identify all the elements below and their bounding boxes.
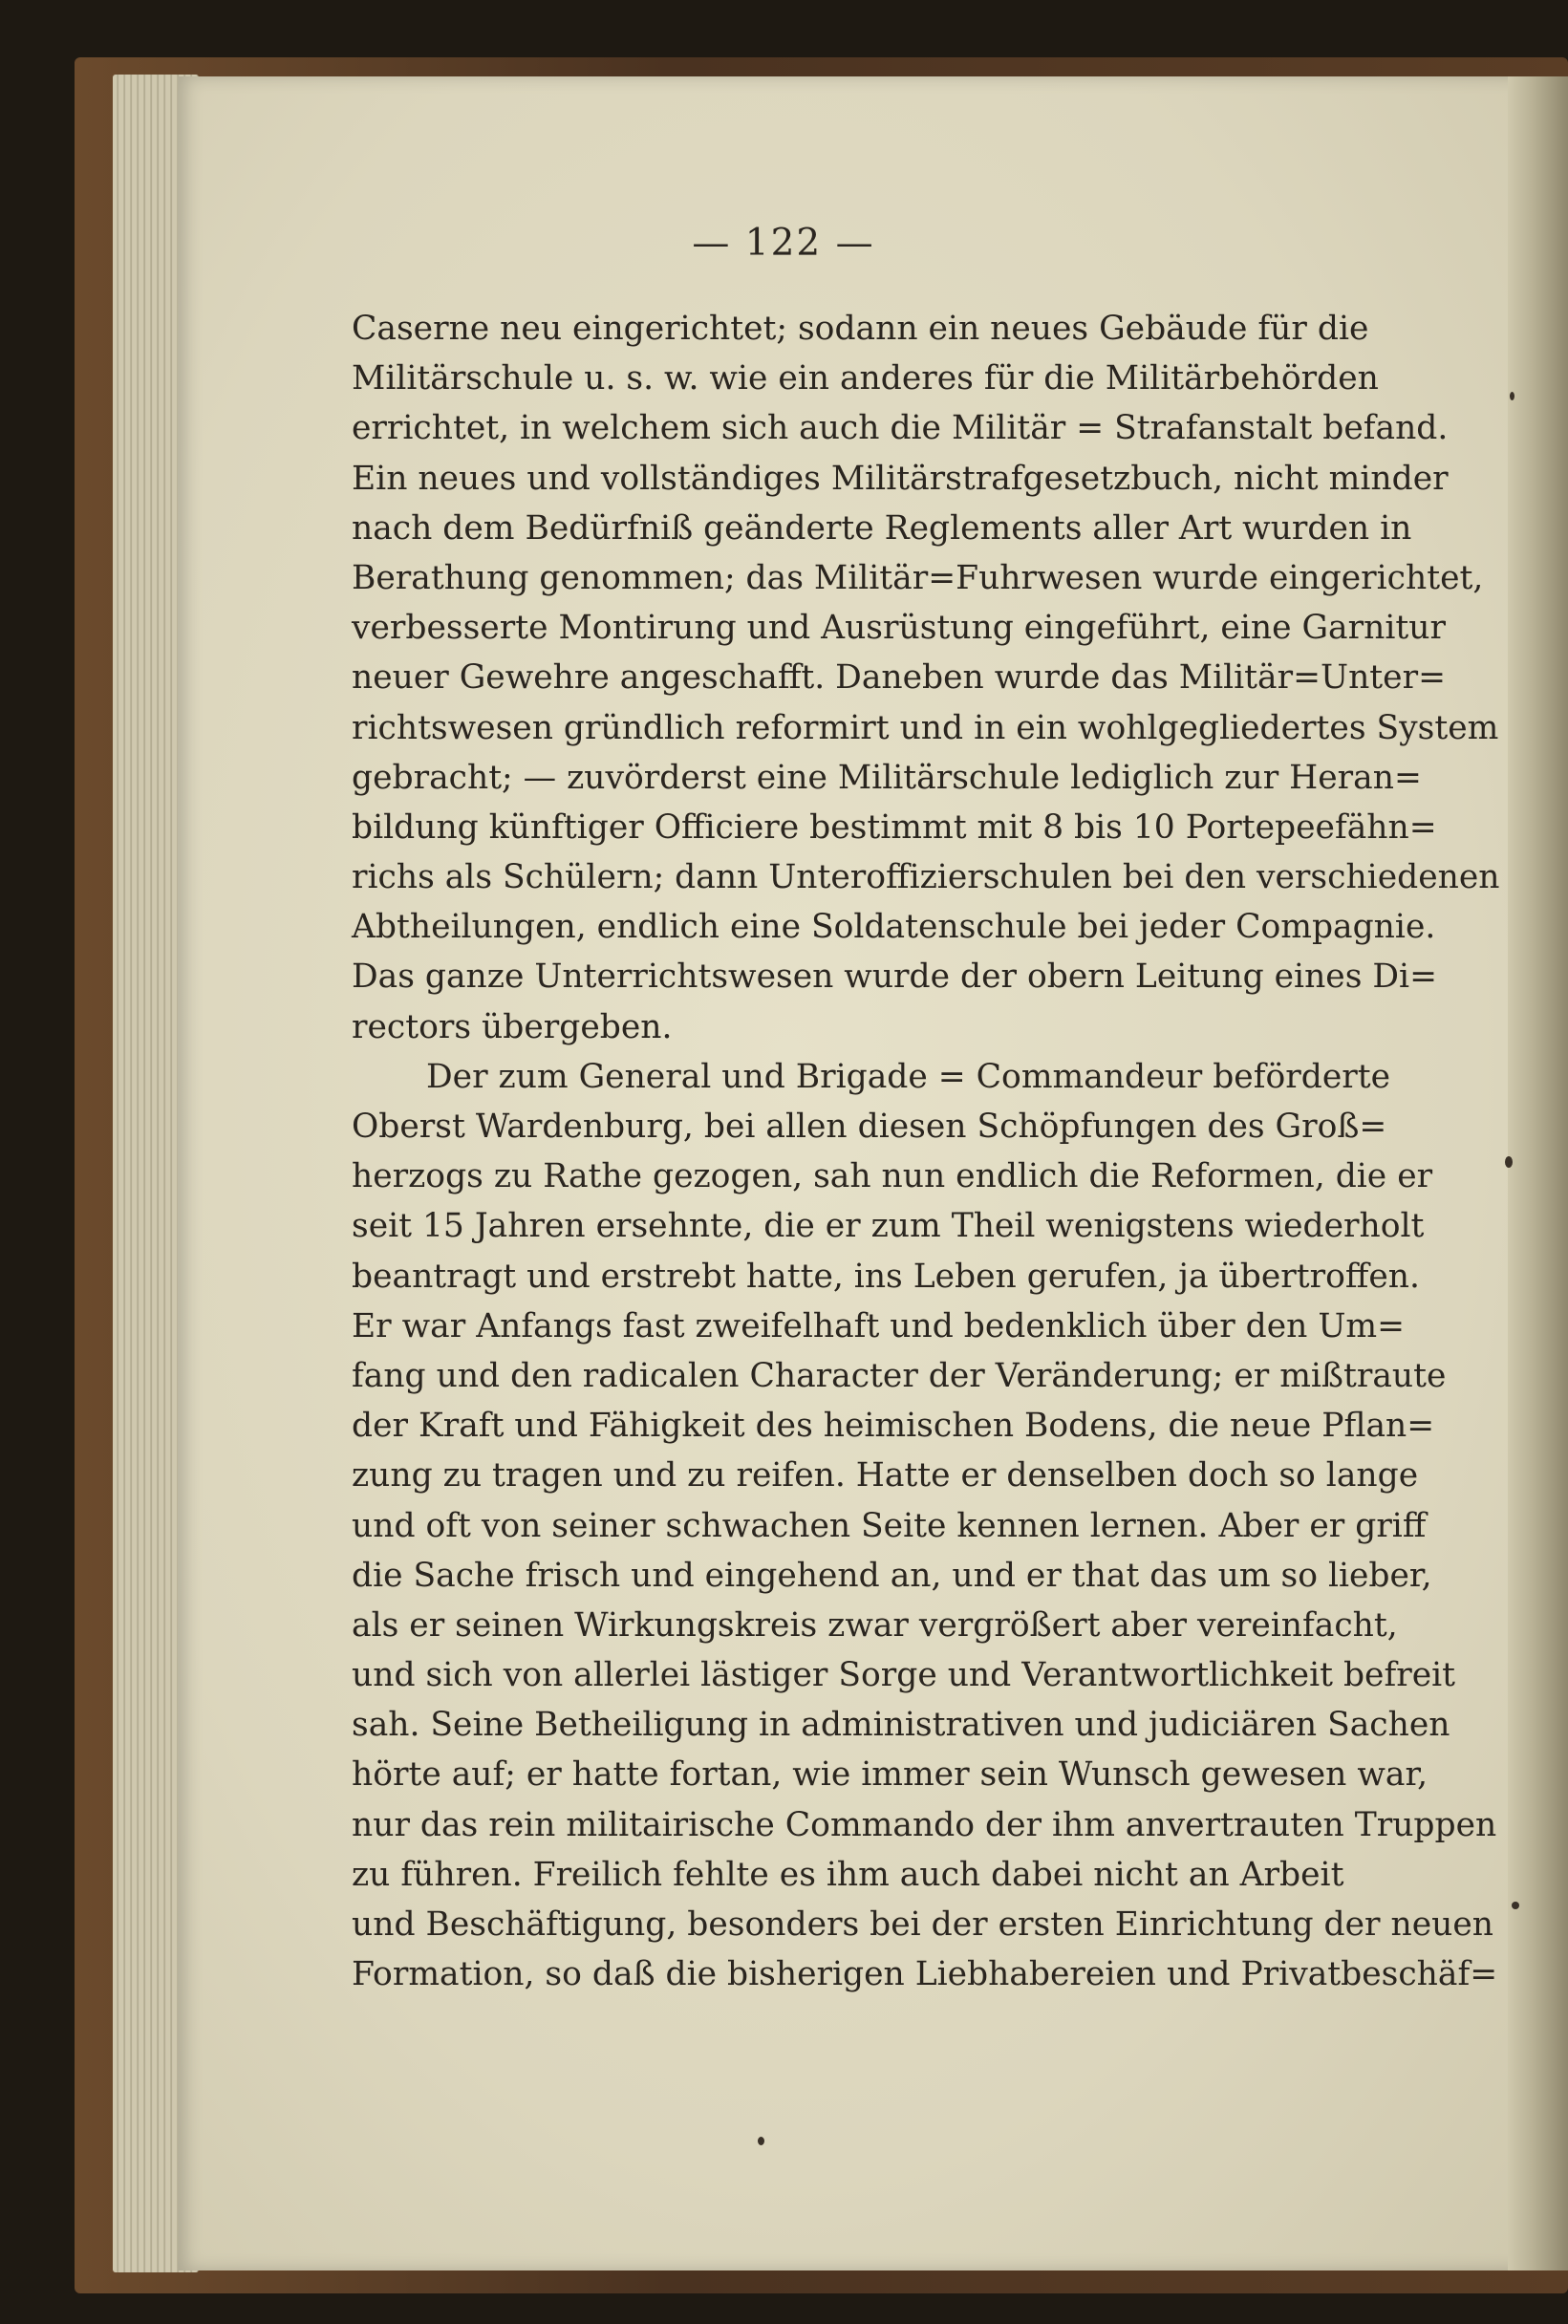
text-line: seit 15 Jahren ersehnte, die er zum Theil wenigstens wiederholt bbox=[352, 1207, 1425, 1246]
ink-speck bbox=[1505, 1156, 1513, 1168]
ink-speck bbox=[1512, 1902, 1519, 1909]
text-line: zung zu tragen und zu reifen. Hatte er denselben doch so lange bbox=[352, 1456, 1419, 1496]
text-line: beantragt und erstrebt hatte, ins Leben gerufen, ja übertroffen. bbox=[352, 1257, 1420, 1296]
text-line: richs als Schülern; dann Unteroffizierschulen bei den verschiedenen bbox=[352, 858, 1500, 897]
text-line: Ein neues und vollständiges Militärstrafgesetzbuch, nicht minder bbox=[352, 459, 1449, 498]
text-line: Abtheilungen, endlich eine Soldatenschule bei jeder Compagnie. bbox=[352, 908, 1436, 947]
text-line: und Beschäftigung, besonders bei der ersten Einrichtung der neuen bbox=[352, 1905, 1494, 1944]
paragraph-1 bbox=[352, 304, 1500, 1052]
text-line: bildung künftiger Officiere bestimmt mit 8 bis 10 Portepeefähn= bbox=[352, 807, 1437, 847]
ink-speck bbox=[758, 2137, 764, 2145]
text-line: Berathung genommen; das Militär=Fuhrwesen wurde eingerichtet, bbox=[352, 558, 1484, 597]
text-line: rectors übergeben. bbox=[352, 1007, 673, 1046]
text-line: Militärschule u. s. w. wie ein anderes für die Militärbehörden bbox=[352, 359, 1379, 398]
text-line: sah. Seine Betheiligung in administrativen und judiciären Sachen bbox=[352, 1706, 1450, 1745]
text-line: verbesserte Montirung und Ausrüstung eingeführt, eine Garnitur bbox=[352, 609, 1446, 648]
text-line: hörte auf; er hatte fortan, wie immer sein Wunsch gewesen war, bbox=[352, 1755, 1428, 1795]
text-line: richtswesen gründlich reformirt und in ein wohlgegliedertes System bbox=[352, 708, 1499, 747]
text-line: die Sache frisch und eingehend an, und er that das um so lieber, bbox=[352, 1556, 1432, 1595]
text-line: Das ganze Unterrichtswesen wurde der obern Leitung eines Di= bbox=[352, 958, 1437, 997]
text-line: Der zum General und Brigade = Commandeur beförderte bbox=[426, 1057, 1391, 1096]
text-line: der Kraft und Fähigkeit des heimischen Bodens, die neue Pflan= bbox=[352, 1407, 1435, 1446]
text-line: und sich von allerlei lästiger Sorge und Verantwortlichkeit befreit bbox=[352, 1656, 1456, 1695]
text-line: fang und den radicalen Character der Veränderung; er mißtraute bbox=[352, 1356, 1447, 1395]
text-line: herzogs zu Rathe gezogen, sah nun endlich die Reformen, die er bbox=[352, 1157, 1433, 1196]
page-number: — 122 — bbox=[692, 222, 875, 265]
text-line: neuer Gewehre angeschafft. Daneben wurde das Militär=Unter= bbox=[352, 658, 1446, 698]
text-block bbox=[352, 304, 1500, 1999]
text-line: zu führen. Freilich fehlte es ihm auch dabei nicht an Arbeit bbox=[352, 1855, 1344, 1894]
text-line: als er seinen Wirkungskreis zwar vergrößert aber vereinfacht, bbox=[352, 1605, 1398, 1645]
paragraph-2 bbox=[352, 1052, 1498, 2000]
text-line: nur das rein militairische Commando der ihm anvertrauten Truppen bbox=[352, 1805, 1497, 1844]
ink-speck bbox=[1510, 392, 1514, 400]
text-line: Oberst Wardenburg, bei allen diesen Schöpfungen des Groß= bbox=[352, 1108, 1387, 1146]
text-line: gebracht; — zuvörderst eine Militärschule lediglich zur Heran= bbox=[352, 758, 1422, 797]
text-line: Formation, so daß die bisherigen Liebhabereien und Privatbeschäf= bbox=[352, 1955, 1498, 1994]
text-line: nach dem Bedürfniß geänderte Reglements aller Art wurden in bbox=[352, 508, 1412, 548]
page-gutter bbox=[1508, 76, 1568, 2270]
text-line: errichtet, in welchem sich auch die Militär = Strafanstalt befand. bbox=[352, 409, 1449, 448]
text-line: und oft von seiner schwachen Seite kennen lernen. Aber er griff bbox=[352, 1506, 1427, 1545]
text-line: Caserne neu eingerichtet; sodann ein neues Gebäude für die bbox=[352, 310, 1369, 348]
text-line: Er war Anfangs fast zweifelhaft und bedenklich über den Um= bbox=[352, 1306, 1406, 1345]
